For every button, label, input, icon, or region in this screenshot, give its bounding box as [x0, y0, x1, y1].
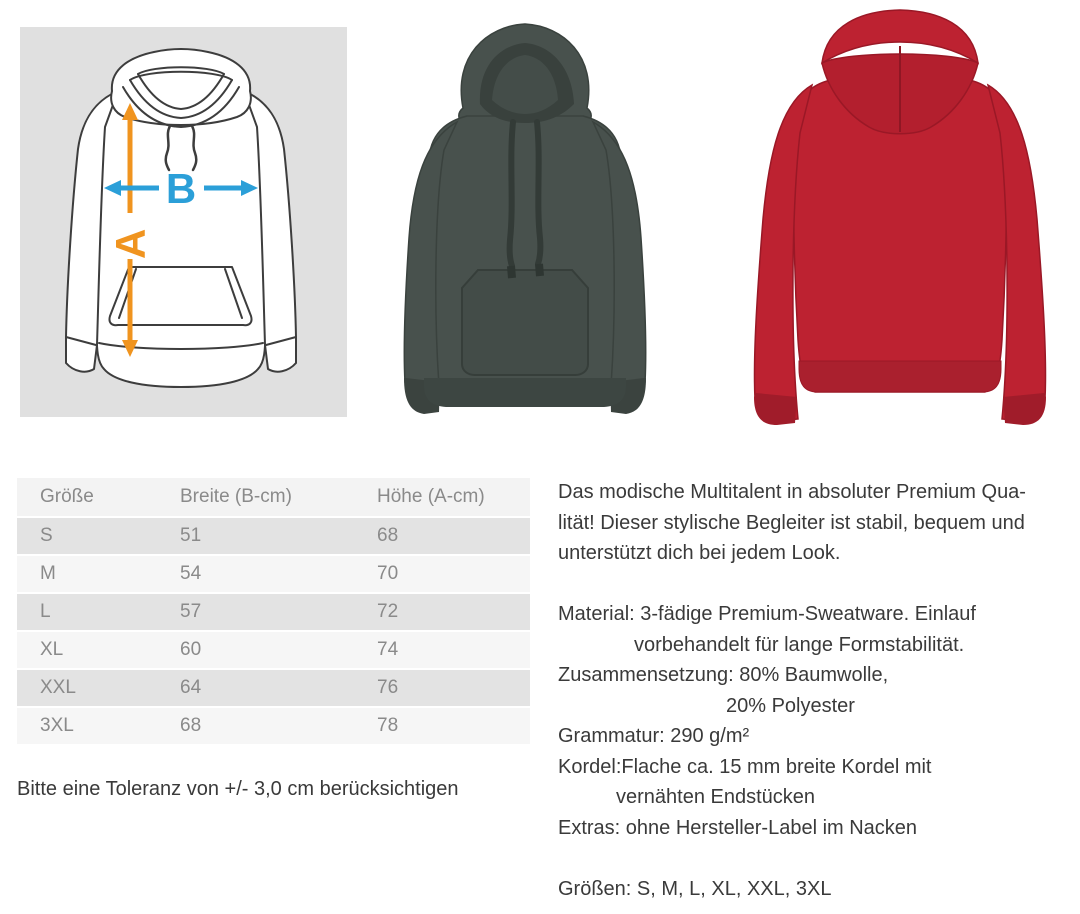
table-row	[17, 670, 530, 708]
header-groesse: Größe	[40, 486, 94, 507]
cell-groesse: S	[40, 525, 53, 546]
size-diagram	[20, 27, 347, 417]
product-description	[558, 477, 1068, 904]
table-row	[17, 708, 530, 746]
description-line: unterstützt dich bei jedem Look.	[558, 542, 841, 564]
description-line-blank	[558, 843, 1068, 874]
cell-breite: 57	[180, 601, 202, 622]
description-line: 20% Polyester	[726, 694, 855, 717]
table-row	[17, 556, 530, 594]
product-photo-front	[363, 12, 693, 427]
description-line: Material: 3-fädige Premium-Sweatware. Einlauf	[558, 603, 976, 625]
tolerance-note: Bitte eine Toleranz von +/- 3,0 cm berücksichtigen	[17, 778, 459, 800]
description-line: Grammatur: 290 g/m²	[558, 725, 750, 747]
product-photo-back	[715, 5, 1075, 437]
header-breite: Breite (B-cm)	[180, 486, 292, 507]
hoodie-back-illustration	[715, 5, 1075, 437]
cell-groesse: XXL	[40, 677, 76, 698]
cell-hoehe: 72	[377, 601, 399, 622]
size-table	[17, 478, 530, 746]
description-line: Zusammensetzung: 80% Baumwolle,	[558, 664, 889, 686]
cell-groesse: 3XL	[40, 715, 74, 736]
cell-groesse: L	[40, 601, 51, 622]
hoodie-front-illustration	[363, 12, 693, 427]
cell-hoehe: 68	[377, 525, 399, 546]
table-row	[17, 518, 530, 556]
cell-hoehe: 70	[377, 563, 399, 584]
description-line-blank	[558, 569, 1068, 600]
height-label: A	[107, 228, 154, 259]
description-line: Kordel:Flache ca. 15 mm breite Kordel mit	[558, 755, 932, 778]
table-row	[17, 594, 530, 632]
description-line: Extras: ohne Hersteller-Label im Nacken	[558, 816, 918, 839]
cell-breite: 60	[180, 639, 202, 660]
width-label: B	[165, 165, 197, 212]
cell-hoehe: 74	[377, 639, 399, 660]
description-line-sizes: Größen: S, M, L, XL, XXL, 3XL	[558, 877, 832, 900]
cell-groesse: M	[40, 563, 56, 584]
size-table-header	[17, 478, 530, 518]
cell-breite: 64	[180, 677, 202, 698]
header-hoehe: Höhe (A-cm)	[377, 486, 485, 507]
description-line: Das modische Multitalent in absoluter Premium Qua-	[558, 481, 1026, 503]
cell-hoehe: 76	[377, 677, 399, 698]
cell-breite: 51	[180, 525, 202, 546]
description-line: lität! Dieser stylische Begleiter ist stabil, bequem und	[558, 511, 1025, 534]
cell-breite: 68	[180, 715, 202, 736]
description-line: vorbehandelt für lange Formstabilität.	[634, 633, 965, 656]
table-row	[17, 632, 530, 670]
cell-groesse: XL	[40, 639, 64, 660]
description-line: vernähten Endstücken	[616, 786, 816, 808]
size-diagram-drawing	[20, 27, 347, 417]
hoodie-line-art	[66, 49, 296, 387]
cell-hoehe: 78	[377, 715, 399, 736]
cell-breite: 54	[180, 563, 202, 584]
